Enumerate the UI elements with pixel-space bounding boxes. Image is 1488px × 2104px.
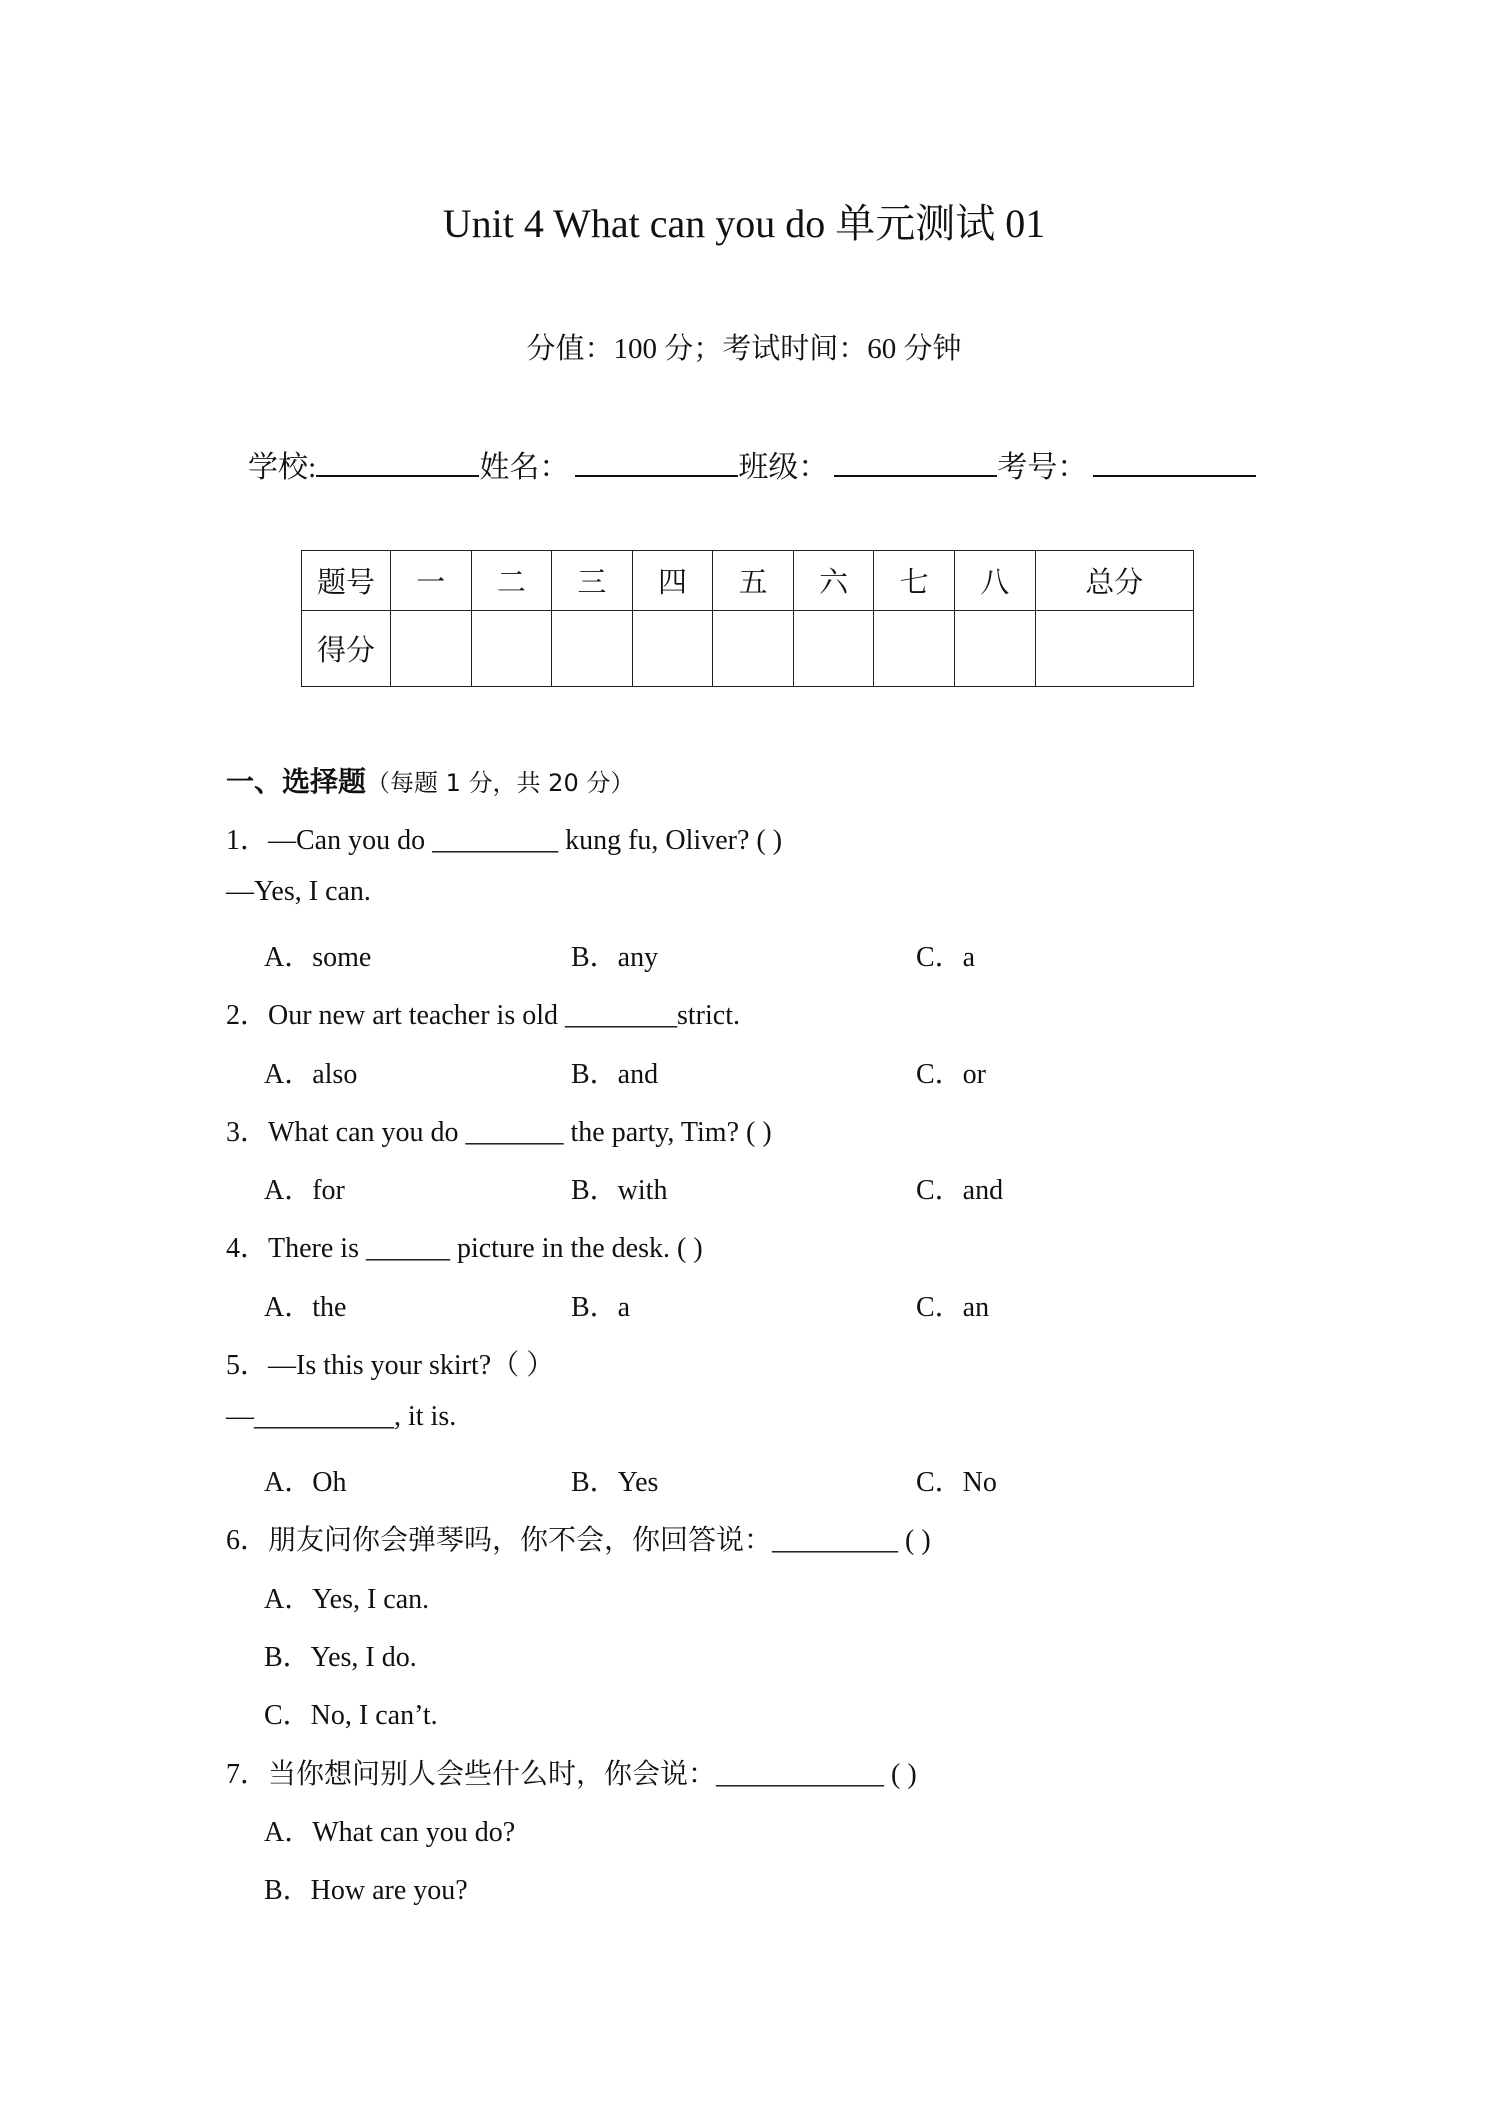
score-cell[interactable]	[1035, 611, 1194, 687]
table-header-cell: 五	[713, 551, 794, 611]
score-cell[interactable]	[874, 611, 955, 687]
table-header-cell: 六	[793, 551, 874, 611]
table-header-cell: 七	[874, 551, 955, 611]
table-header-cell: 题号	[302, 551, 391, 611]
table-header-cell: 八	[954, 551, 1035, 611]
exam-meta: 分值：100 分；考试时间：60 分钟	[526, 333, 962, 365]
score-cell[interactable]	[471, 611, 552, 687]
option-c[interactable]: C．No, I can’t.	[264, 1700, 438, 1731]
option-c[interactable]: C．an	[916, 1292, 990, 1323]
question-1-reply: —Yes, I can.	[226, 876, 371, 907]
score-table-header-row	[302, 551, 1194, 611]
option-a[interactable]: A．for	[264, 1175, 345, 1206]
question-4: 4．There is ______ picture in the desk. ( )	[226, 1233, 703, 1264]
score-cell[interactable]	[552, 611, 633, 687]
score-cell[interactable]	[713, 611, 794, 687]
option-b[interactable]: B．Yes, I do.	[264, 1642, 417, 1673]
page-title: Unit 4 What can you do 单元测试 01	[442, 201, 1046, 246]
option-a[interactable]: A．What can you do?	[264, 1817, 516, 1848]
option-b[interactable]: B．a	[571, 1292, 631, 1323]
section-heading	[226, 760, 634, 800]
option-a[interactable]: A．also	[264, 1059, 358, 1090]
section-title: 一、选择题	[226, 765, 367, 798]
option-b[interactable]: B．any	[571, 942, 659, 973]
school-blank[interactable]	[316, 445, 479, 477]
question-7: 7．当你想问别人会些什么时，你会说：____________ ( )	[226, 1759, 917, 1790]
score-row-label: 得分	[302, 611, 391, 687]
table-header-cell: 四	[632, 551, 713, 611]
score-cell[interactable]	[632, 611, 713, 687]
option-a[interactable]: A．the	[264, 1292, 347, 1323]
score-cell[interactable]	[793, 611, 874, 687]
option-b[interactable]: B．How are you?	[264, 1875, 468, 1906]
class-label: 班级：	[738, 451, 829, 484]
score-table	[301, 550, 1194, 687]
option-a[interactable]: A．Yes, I can.	[264, 1584, 430, 1615]
option-a[interactable]: A．Oh	[264, 1467, 347, 1498]
name-blank[interactable]	[575, 445, 738, 477]
table-header-cell: 二	[471, 551, 552, 611]
question-5-reply: —__________, it is.	[226, 1401, 457, 1432]
name-label: 姓名：	[479, 451, 570, 484]
question-1: 1．—Can you do _________ kung fu, Oliver? ( )	[226, 825, 783, 856]
option-c[interactable]: C．and	[916, 1175, 1004, 1206]
option-b[interactable]: B．with	[571, 1175, 668, 1206]
score-table-score-row	[302, 611, 1194, 687]
option-a[interactable]: A．some	[264, 942, 372, 973]
question-5: 5．—Is this your skirt?（ ）	[226, 1350, 555, 1381]
option-b[interactable]: B．Yes	[571, 1467, 659, 1498]
question-3: 3．What can you do _______ the party, Tim? ( )	[226, 1117, 772, 1148]
option-c[interactable]: C．No	[916, 1467, 997, 1498]
class-blank[interactable]	[834, 445, 997, 477]
score-cell[interactable]	[391, 611, 472, 687]
score-cell[interactable]	[954, 611, 1035, 687]
table-header-cell: 三	[552, 551, 633, 611]
student-info-line	[248, 442, 1256, 486]
exam-no-blank[interactable]	[1093, 445, 1256, 477]
option-b[interactable]: B．and	[571, 1059, 659, 1090]
option-c[interactable]: C．or	[916, 1059, 987, 1090]
question-6: 6．朋友问你会弹琴吗，你不会，你回答说：_________ ( )	[226, 1525, 931, 1556]
question-2: 2．Our new art teacher is old ________strict.	[226, 1000, 740, 1031]
school-label: 学校:	[248, 451, 317, 484]
table-header-cell: 一	[391, 551, 472, 611]
option-c[interactable]: C．a	[916, 942, 976, 973]
table-header-cell: 总分	[1035, 551, 1194, 611]
section-note: （每题 1 分，共 20 分）	[366, 769, 635, 797]
exam-no-label: 考号：	[997, 451, 1088, 484]
